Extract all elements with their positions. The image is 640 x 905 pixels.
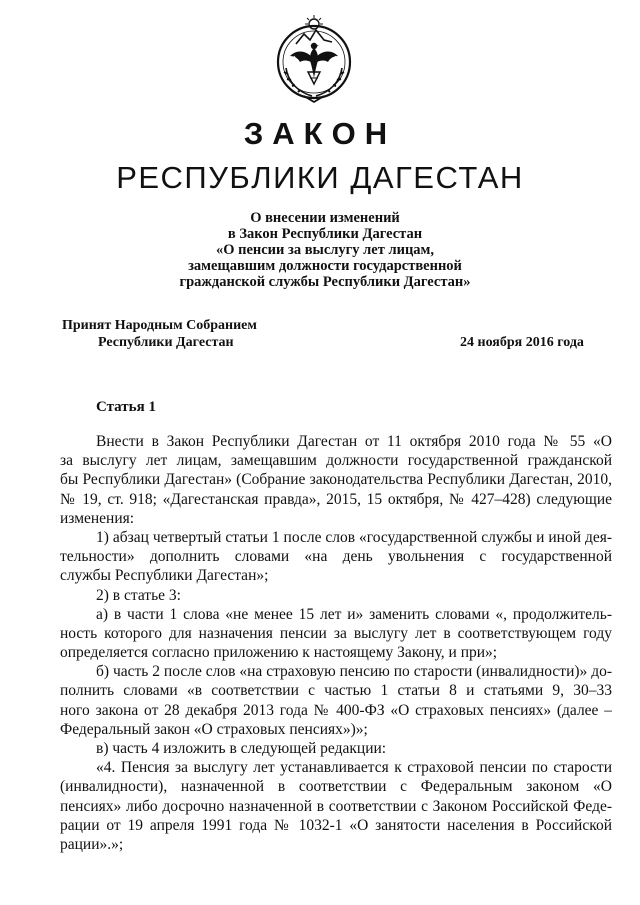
paragraph-line: пенсиях» либо досрочно назначенной в соответствии с Законом Российской Феде-	[60, 797, 612, 815]
adoption-line: Республики Дагестан	[98, 335, 234, 350]
paragraph-line: определяется согласно приложению к настоящему Закону, и при»;	[60, 644, 498, 662]
document-title: ЗАКОН	[243, 116, 397, 151]
adoption-statement	[62, 317, 282, 351]
paragraph-line: рации от 19 апреля 1991 года № 1032-1 «О занятости населения в Российской	[60, 816, 612, 834]
document-subtitle: РЕСПУБЛИКИ ДАГЕСТАН	[116, 160, 524, 195]
paragraph-line: Федеральный закон «О страховых пенсиях»)»;	[60, 720, 368, 738]
law-name	[140, 210, 510, 290]
paragraph-line: 1) абзац четвертый статьи 1 после слов «государственной службы и иной дея-	[96, 528, 612, 546]
paragraph-line: (инвалидности), назначенной в соответствии с Федеральным законом «О	[60, 778, 612, 796]
paragraph-line: Внести в Закон Республики Дагестан от 11 октября 2010 года № 55 «О	[96, 433, 612, 450]
paragraph-line: полнить словами «в соответствии с частью 1 статьи 8 и статьями 9, 30–33	[60, 682, 612, 700]
paragraph-line: за выслугу лет лицам, замещавшим должности государственной гражданской	[60, 452, 612, 470]
dagestan-coat-of-arms-icon	[274, 12, 354, 106]
article-body	[60, 432, 612, 854]
paragraph-line: № 19, ст. 918; «Дагестанская правда», 2015, 15 октября, № 427–428) следующие	[60, 490, 612, 508]
law-name-line: в Закон Республики Дагестан	[227, 226, 423, 242]
paragraph-line: б) часть 2 после слов «на страховую пенсию по старости (инвалидности)» до-	[96, 663, 612, 681]
adoption-line: Принят Народным Собранием	[62, 318, 257, 333]
law-name-line: гражданской службы Республики Дагестан»	[179, 274, 471, 290]
law-name-line: О внесении изменений	[250, 210, 400, 226]
paragraph-line: «4. Пенсия за выслугу лет устанавливается к страховой пенсии по старости	[96, 759, 612, 777]
paragraph-line: изменения:	[60, 509, 135, 527]
paragraph-line: тельности» дополнить словами «на день увольнения с государственной	[60, 548, 612, 566]
law-name-line: «О пенсии за выслугу лет лицам,	[215, 242, 435, 258]
paragraph-line: службы Республики Дагестан»;	[60, 567, 269, 585]
article-title: Статья 1	[96, 399, 156, 415]
paragraph-line: рации».»;	[60, 835, 124, 853]
paragraph-line: ность которого для назначения пенсии за выслугу лет в соответствующем году	[60, 624, 612, 642]
paragraph-line: 2) в статье 3:	[96, 586, 181, 604]
paragraph-line: а) в части 1 слова «не менее 15 лет и» заменить словами «, продолжитель-	[96, 605, 612, 623]
adoption-date: 24 ноября 2016 года	[460, 335, 584, 350]
paragraph-line: ного закона от 28 декабря 2013 года № 400-ФЗ «О страховых пенсиях» (далее –	[60, 701, 612, 719]
paragraph-line: в) часть 4 изложить в следующей редакции:	[96, 740, 387, 757]
paragraph-line: бы Республики Дагестан» (Собрание законодательства Республики Дагестан, 2010,	[60, 471, 612, 489]
law-name-line: замещавшим должности государственной	[188, 258, 462, 274]
